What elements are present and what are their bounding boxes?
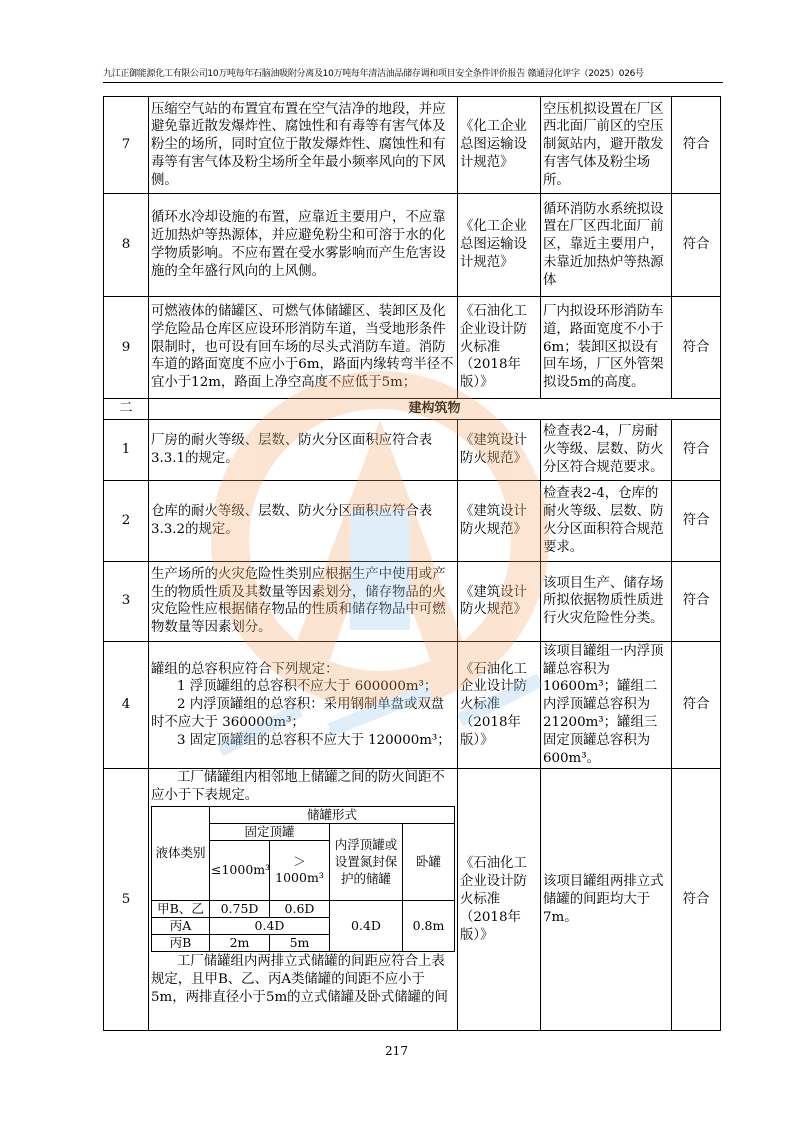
value-cell: 0.4D <box>210 917 330 934</box>
section-title: 建构筑物 <box>149 399 721 420</box>
tank-spacing-table <box>151 806 455 952</box>
basis-text: 《化工企业总图运输设计规范》 <box>458 97 541 194</box>
requirement-item-3: 3 固定顶罐组的总容积不应大于 120000m³； <box>177 732 451 748</box>
requirement-text: 循环水冷却设施的布置，应靠近主要用户，不应靠近加热炉等热源体，并应避免粉尘和可溶于水的化学物质影响。不应布置在受水雾影响而产生危害设施的全年盛行风向的上风侧。 <box>149 194 458 297</box>
check-result-text: 空压机拟设置在厂区西北面厂前区的空压制氮站内，避开散发有害气体及粉尘场所。 <box>541 97 672 194</box>
class-cell: 丙A <box>152 917 210 934</box>
basis-text: 《化工企业总图运输设计规范》 <box>458 194 541 297</box>
row-number: 8 <box>104 194 149 297</box>
value-cell: 0.75D <box>210 900 270 917</box>
table-row <box>104 297 721 399</box>
inner-floating-value: 0.4D <box>330 900 403 951</box>
header-horizontal: 卧罐 <box>403 823 455 900</box>
row-number: 3 <box>104 561 149 641</box>
basis-text: 《石油化工企业设计防火标准（2018年版）》 <box>458 641 541 769</box>
conclusion: 符合 <box>672 641 721 769</box>
requirement-text: 仓库的耐火等级、层数、防火分区面积应符合表3.3.2的规定。 <box>149 480 458 561</box>
conclusion: 符合 <box>672 769 721 1031</box>
table-row <box>104 480 721 561</box>
row-number: 2 <box>104 480 149 561</box>
page-header: 九江正御能源化工有限公司10万吨每年石脑油吸附分离及10万吨每年清洁油品储存调和项目安全条件评价报告 赣通浔化评字（2025）026号 <box>103 69 644 79</box>
row-number: 5 <box>104 769 149 1031</box>
class-cell: 甲B、乙 <box>152 900 210 917</box>
header-liquid-class: 液体类别 <box>152 806 210 900</box>
table-row <box>104 419 721 480</box>
requirement-text <box>149 641 458 769</box>
safety-checklist-table <box>103 96 721 1031</box>
horizontal-value: 0.8m <box>403 900 455 951</box>
header-rule <box>103 82 723 83</box>
basis-text: 《石油化工企业设计防火标准（2018年版）》 <box>458 297 541 399</box>
requirement-outro: 工厂储罐组内两排立式储罐的间距应符合上表规定，且甲B、乙、丙A类储罐的间距不应小于5m，两排直径小于5m的立式储罐及卧式储罐的间 <box>151 953 448 1005</box>
check-result-text: 该项目罐组一内浮顶罐总容积为10600m³；罐组二内浮顶罐总容积为21200m³；罐组三固定顶罐总容积为600m³。 <box>541 641 672 769</box>
requirement-text: 生产场所的火灾危险性类别应根据生产中使用或产生的物质性质及其数量等因素划分，储存物品的火灾危险性应根据储存物品的性质和储存物品中可燃物数量等因素划分。 <box>149 561 458 641</box>
header-tank-form: 储罐形式 <box>210 806 455 823</box>
basis-text: 《建筑设计防火规范》 <box>458 480 541 561</box>
check-result-text: 该项目生产、储存场所拟依据物质性质进行火灾危险性分类。 <box>541 561 672 641</box>
requirement-text: 压缩空气站的布置宜布置在空气洁净的地段，并应避免靠近散发爆炸性、腐蚀性和有毒等有害气体及粉尘的场所，同时宜位于散发爆炸性、腐蚀性和有毒等有害气体及粉尘场所全年最小频率风向的下风侧。 <box>149 97 458 194</box>
section-number: 二 <box>104 399 149 420</box>
requirement-text: 可燃液体的储罐区、可燃气体储罐区、装卸区及化学危险品仓库区应设环形消防车道，当受地形条件限制时，也可设有回车场的尽头式消防车道。消防车道的路面宽度不应小于6m，路面内缘转弯半径不宜小于12m，路面上净空高度不应低于5m； <box>149 297 458 399</box>
header-inner-floating: 内浮顶罐或设置氮封保护的储罐 <box>330 823 403 900</box>
check-result-text: 检查表2-4，仓库的耐火等级、层数、防火分区面积符合规范要求。 <box>541 480 672 561</box>
row-number: 7 <box>104 97 149 194</box>
requirement-intro: 罐组的总容积应符合下列规定： <box>151 661 339 677</box>
class-cell: 丙B <box>152 934 210 951</box>
row-number: 4 <box>104 641 149 769</box>
requirement-intro: 工厂储罐组内相邻地上储罐之间的防火间距不应小于下表规定。 <box>151 770 445 804</box>
requirement-text: 厂房的耐火等级、层数、防火分区面积应符合表3.3.1的规定。 <box>149 419 458 480</box>
row-number: 9 <box>104 297 149 399</box>
requirement-item-2: 2 内浮顶罐组的总容积：采用钢制单盘或双盘时不应大于 360000m³； <box>151 697 445 730</box>
requirement-text <box>149 769 458 1031</box>
basis-text: 《石油化工企业设计防火标准（2018年版）》 <box>458 769 541 1031</box>
row-number: 1 <box>104 419 149 480</box>
check-result-text: 厂内拟设环形消防车道，路面宽度不小于6m；装卸区拟设有回车场，厂区外管架拟设5m的高度。 <box>541 297 672 399</box>
header-le-1000: ≤1000m³ <box>210 840 270 900</box>
conclusion: 符合 <box>672 97 721 194</box>
conclusion: 符合 <box>672 419 721 480</box>
value-cell: 5m <box>270 934 330 951</box>
page-number: 217 <box>385 1044 408 1058</box>
check-result-text: 检查表2-4，厂房耐火等级、层数、防火分区符合规范要求。 <box>541 419 672 480</box>
basis-text: 《建筑设计防火规范》 <box>458 419 541 480</box>
value-cell: 0.6D <box>270 900 330 917</box>
conclusion: 符合 <box>672 194 721 297</box>
value-cell: 2m <box>210 934 270 951</box>
check-result-text: 循环消防水系统拟设置在厂区西北面厂前区，靠近主要用户，未靠近加热炉等热源体 <box>541 194 672 297</box>
check-result-text: 该项目罐组两排立式储罐的间距均大于7m。 <box>541 769 672 1031</box>
header-gt-1000: ＞1000m³ <box>270 840 330 900</box>
table-row <box>104 97 721 194</box>
section-row <box>104 399 721 420</box>
conclusion: 符合 <box>672 561 721 641</box>
table-row <box>104 769 721 1031</box>
table-row <box>104 561 721 641</box>
basis-text: 《建筑设计防火规范》 <box>458 561 541 641</box>
table-row <box>104 641 721 769</box>
requirement-item-1: 1 浮顶罐组的总容积不应大于 600000m³； <box>177 679 438 695</box>
header-fixed-roof: 固定顶罐 <box>210 823 330 840</box>
conclusion: 符合 <box>672 297 721 399</box>
table-row <box>104 194 721 297</box>
conclusion: 符合 <box>672 480 721 561</box>
